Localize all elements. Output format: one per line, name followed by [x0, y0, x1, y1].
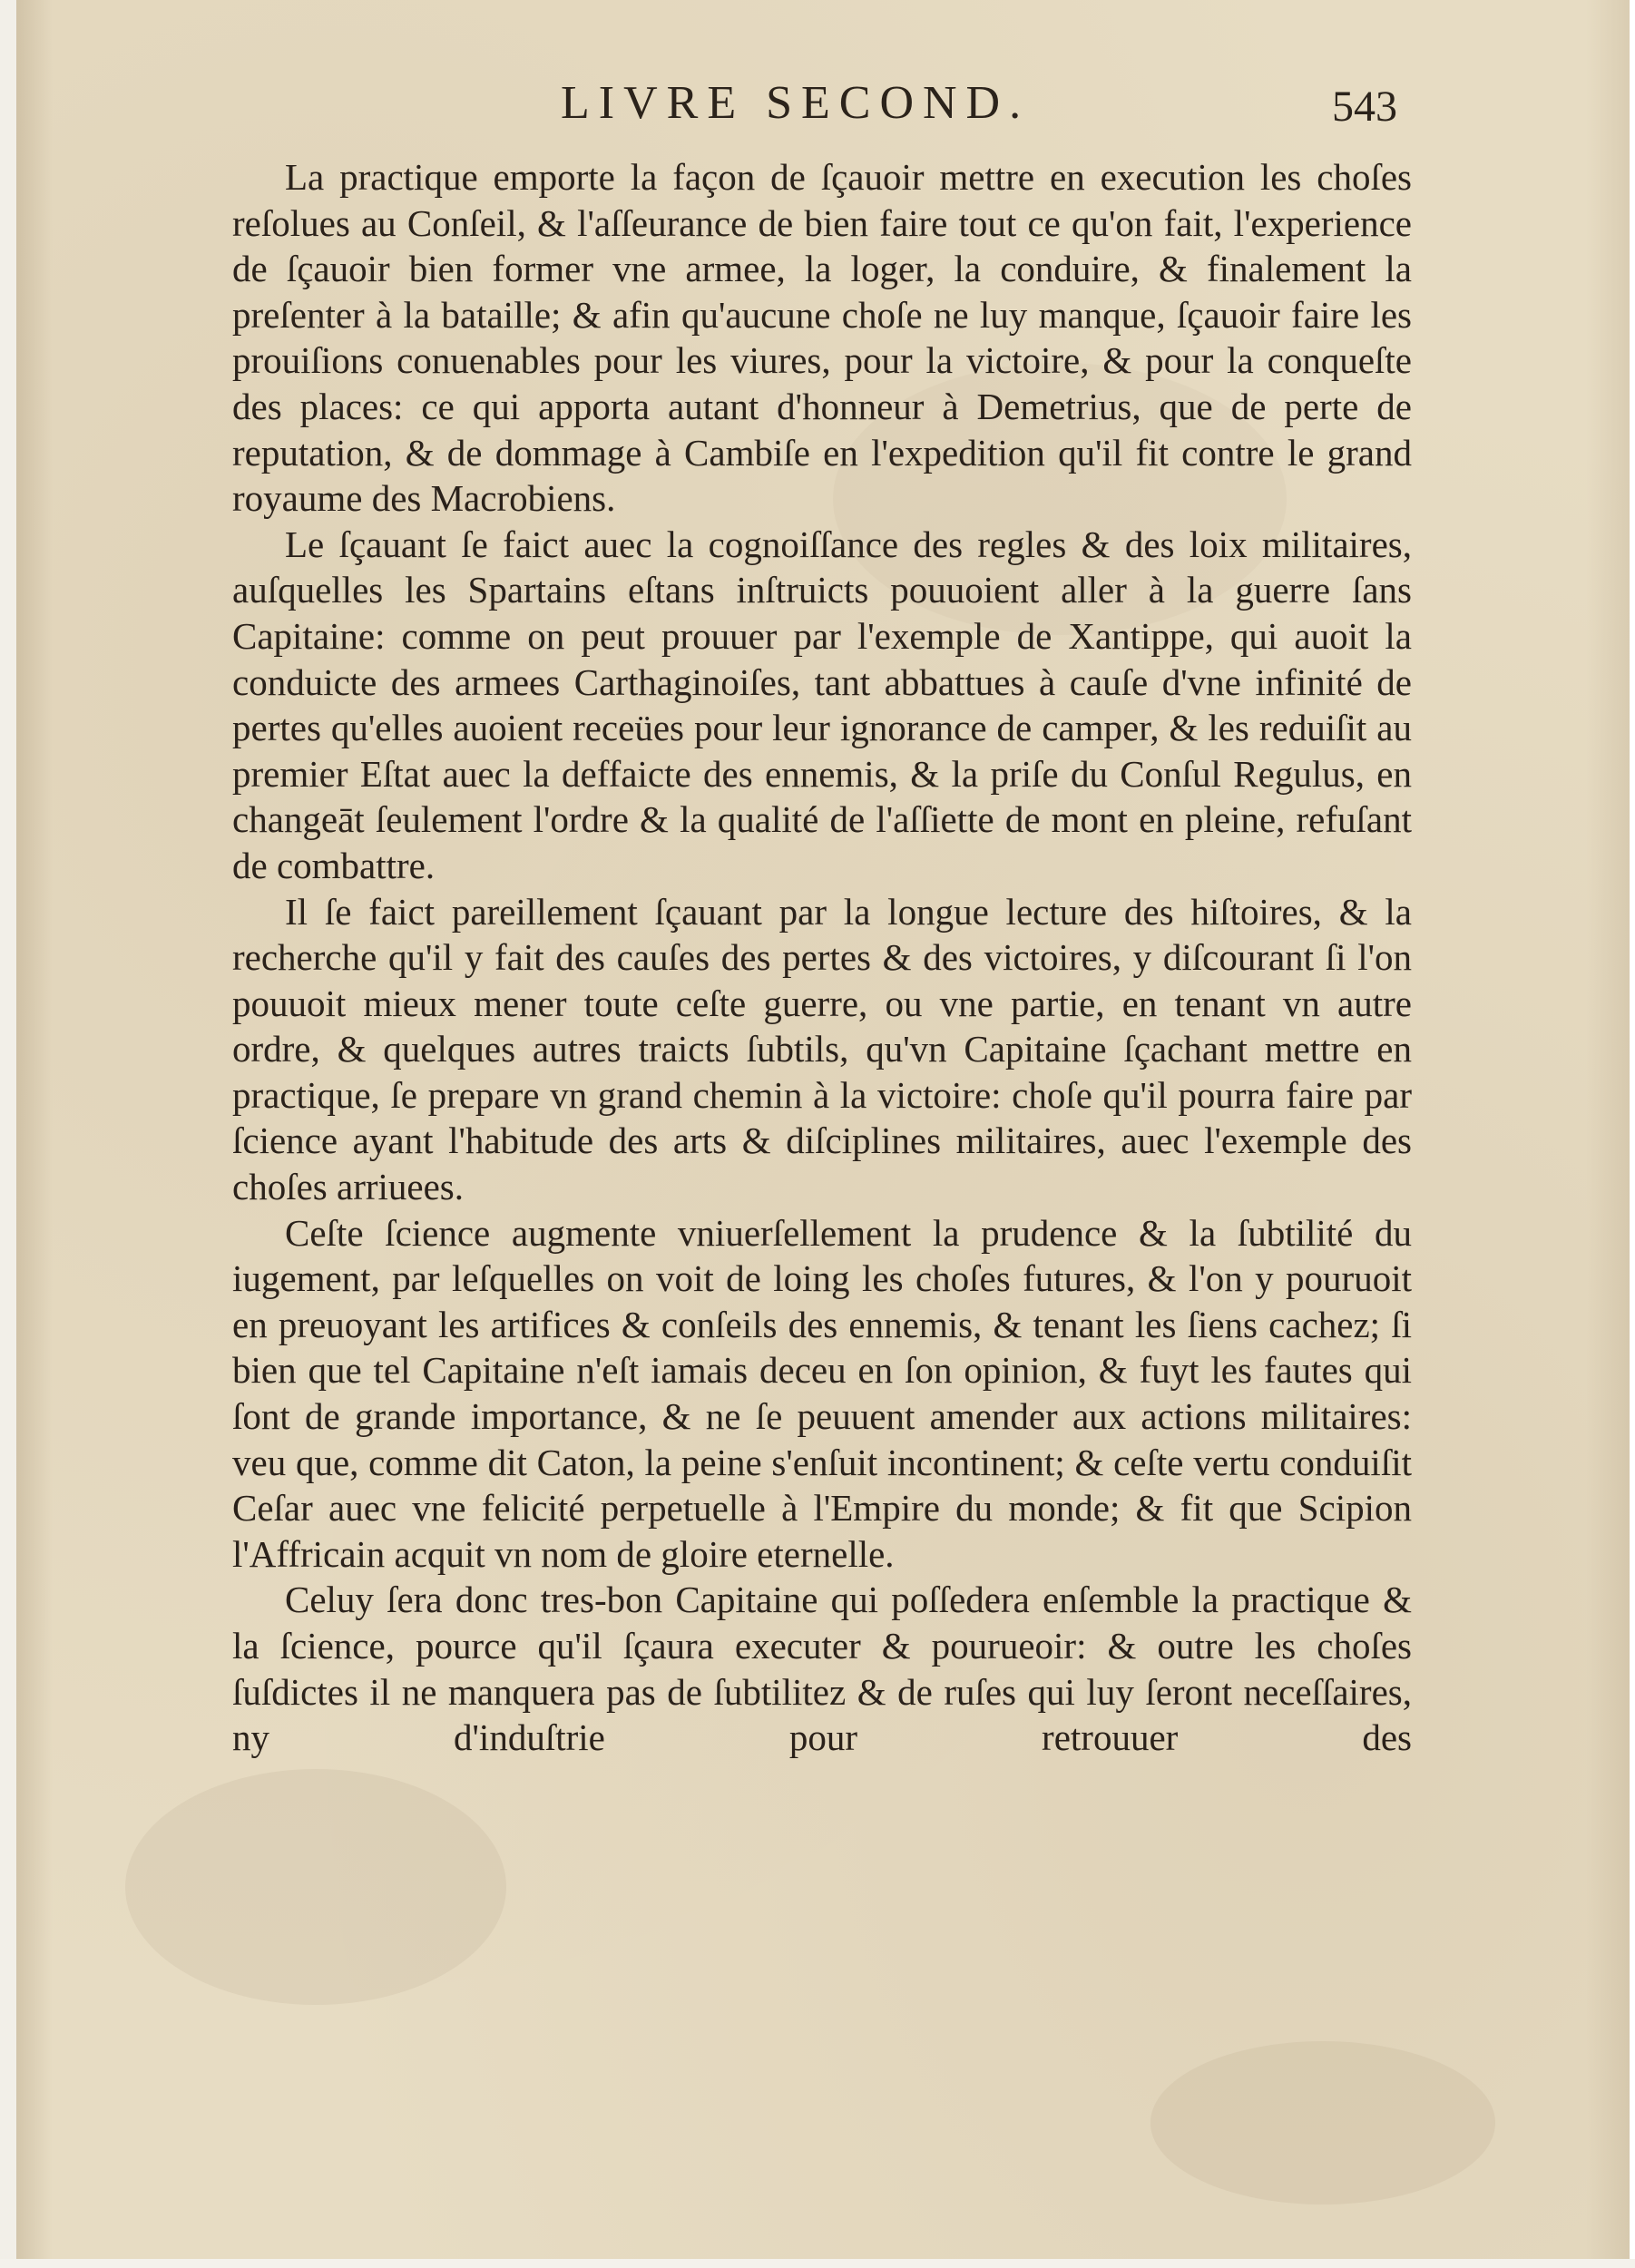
paragraph-sçauant: Le ſçauant ſe faict auec la cognoiſſance des regles & des loix militaires, auſquelles les Spartains eſtans inſtruicts pouuoient aller à la guerre ſans Capitaine: comme on peut prouuer par l'exemple de Xantippe, qui auoit la conduicte des armees Carthaginoiſes, tant abbattues à cauſe d'vne infinité de pertes qu'elles auoient receües pour leur ignorance de camper, & les reduiſit au premier Eſtat auec la deffaicte des ennemis, & la priſe du Conſul Regulus, en changeāt ſeulement l'ordre & la qualité de l'aſſiette de mont en pleine, refuſant de combattre.	[232, 523, 1412, 886]
paper-stain	[1150, 2041, 1495, 2204]
body-text	[232, 154, 1412, 1761]
paragraph-capitaine: Celuy ſera donc tres-bon Capitaine qui poſſedera enſemble la practique & la ſcience, pource qu'il ſçaura executer & pourueoir: & outre les choſes ſuſdictes il ne manquera pas de ſubtilitez & de ruſes qui luy ſeront neceſſaires, ny d'induſtrie pour retrouuer des	[232, 1579, 1412, 1759]
paragraph-science: Ceſte ſcience augmente vniuerſellement la prudence & la ſubtilité du iugement, par leſquelles on voit de loing les choſes futures, & l'on y pouruoit en preuoyant les artifices & conſeils des ennemis, & tenant les ſiens cachez; ſi bien que tel Capitaine n'eſt iamais deceu en ſon opinion, & fuyt les fautes qui ſont de grande importance, & ne ſe peuuent amender aux actions militaires: veu que, comme dit Caton, la peine s'enſuit incontinent; & ceſte vertu conduiſit Ceſar auec vne felicité perpetuelle à l'Empire du monde; & fit que Scipion l'Affricain acquit vn nom de gloire eternelle.	[232, 1211, 1412, 1575]
running-head-title: LIVRE SECOND.	[561, 77, 1031, 129]
page-number: 543	[1332, 83, 1397, 131]
book-page	[16, 0, 1630, 2259]
paragraph-practique: La practique emporte la façon de ſçauoir mettre en execution les choſes reſolues au Conſeil, & l'aſſeurance de bien faire tout ce qu'on fait, l'experience de ſçauoir bien former vne armee, la loger, la conduire, & finalement la preſenter à la bataille; & afin qu'aucune choſe ne luy manque, ſçauoir faire les prouiſions conuenables pour les viures, pour la victoire, & pour la conqueſte des places: ce qui apporta autant d'honneur à Demetrius, que de perte de reputation, & de dommage à Cambiſe en l'expedition qu'il fit contre le grand royaume des Macrobiens.	[232, 156, 1412, 520]
scan-margin-left	[0, 0, 16, 2268]
paragraph-histoires: Il ſe faict pareillement ſçauant par la longue lecture des hiſtoires, & la recherche qu'il y fait des cauſes des pertes & des victoires, y diſcourant ſi l'on pouuoit mieux mener toute ceſte guerre, ou vne partie, en tenant vn autre ordre, & quelques autres traicts ſubtils, qu'vn Capitaine ſçachant mettre en practique, ſe prepare vn grand chemin à la victoire: choſe qu'il pourra faire par ſcience ayant l'habitude des arts & diſciplines militaires, auec l'exemple des choſes arriuees.	[232, 890, 1412, 1208]
running-head	[16, 76, 1630, 140]
scan-margin-bottom	[0, 2259, 1635, 2268]
paper-stain	[125, 1769, 506, 2005]
